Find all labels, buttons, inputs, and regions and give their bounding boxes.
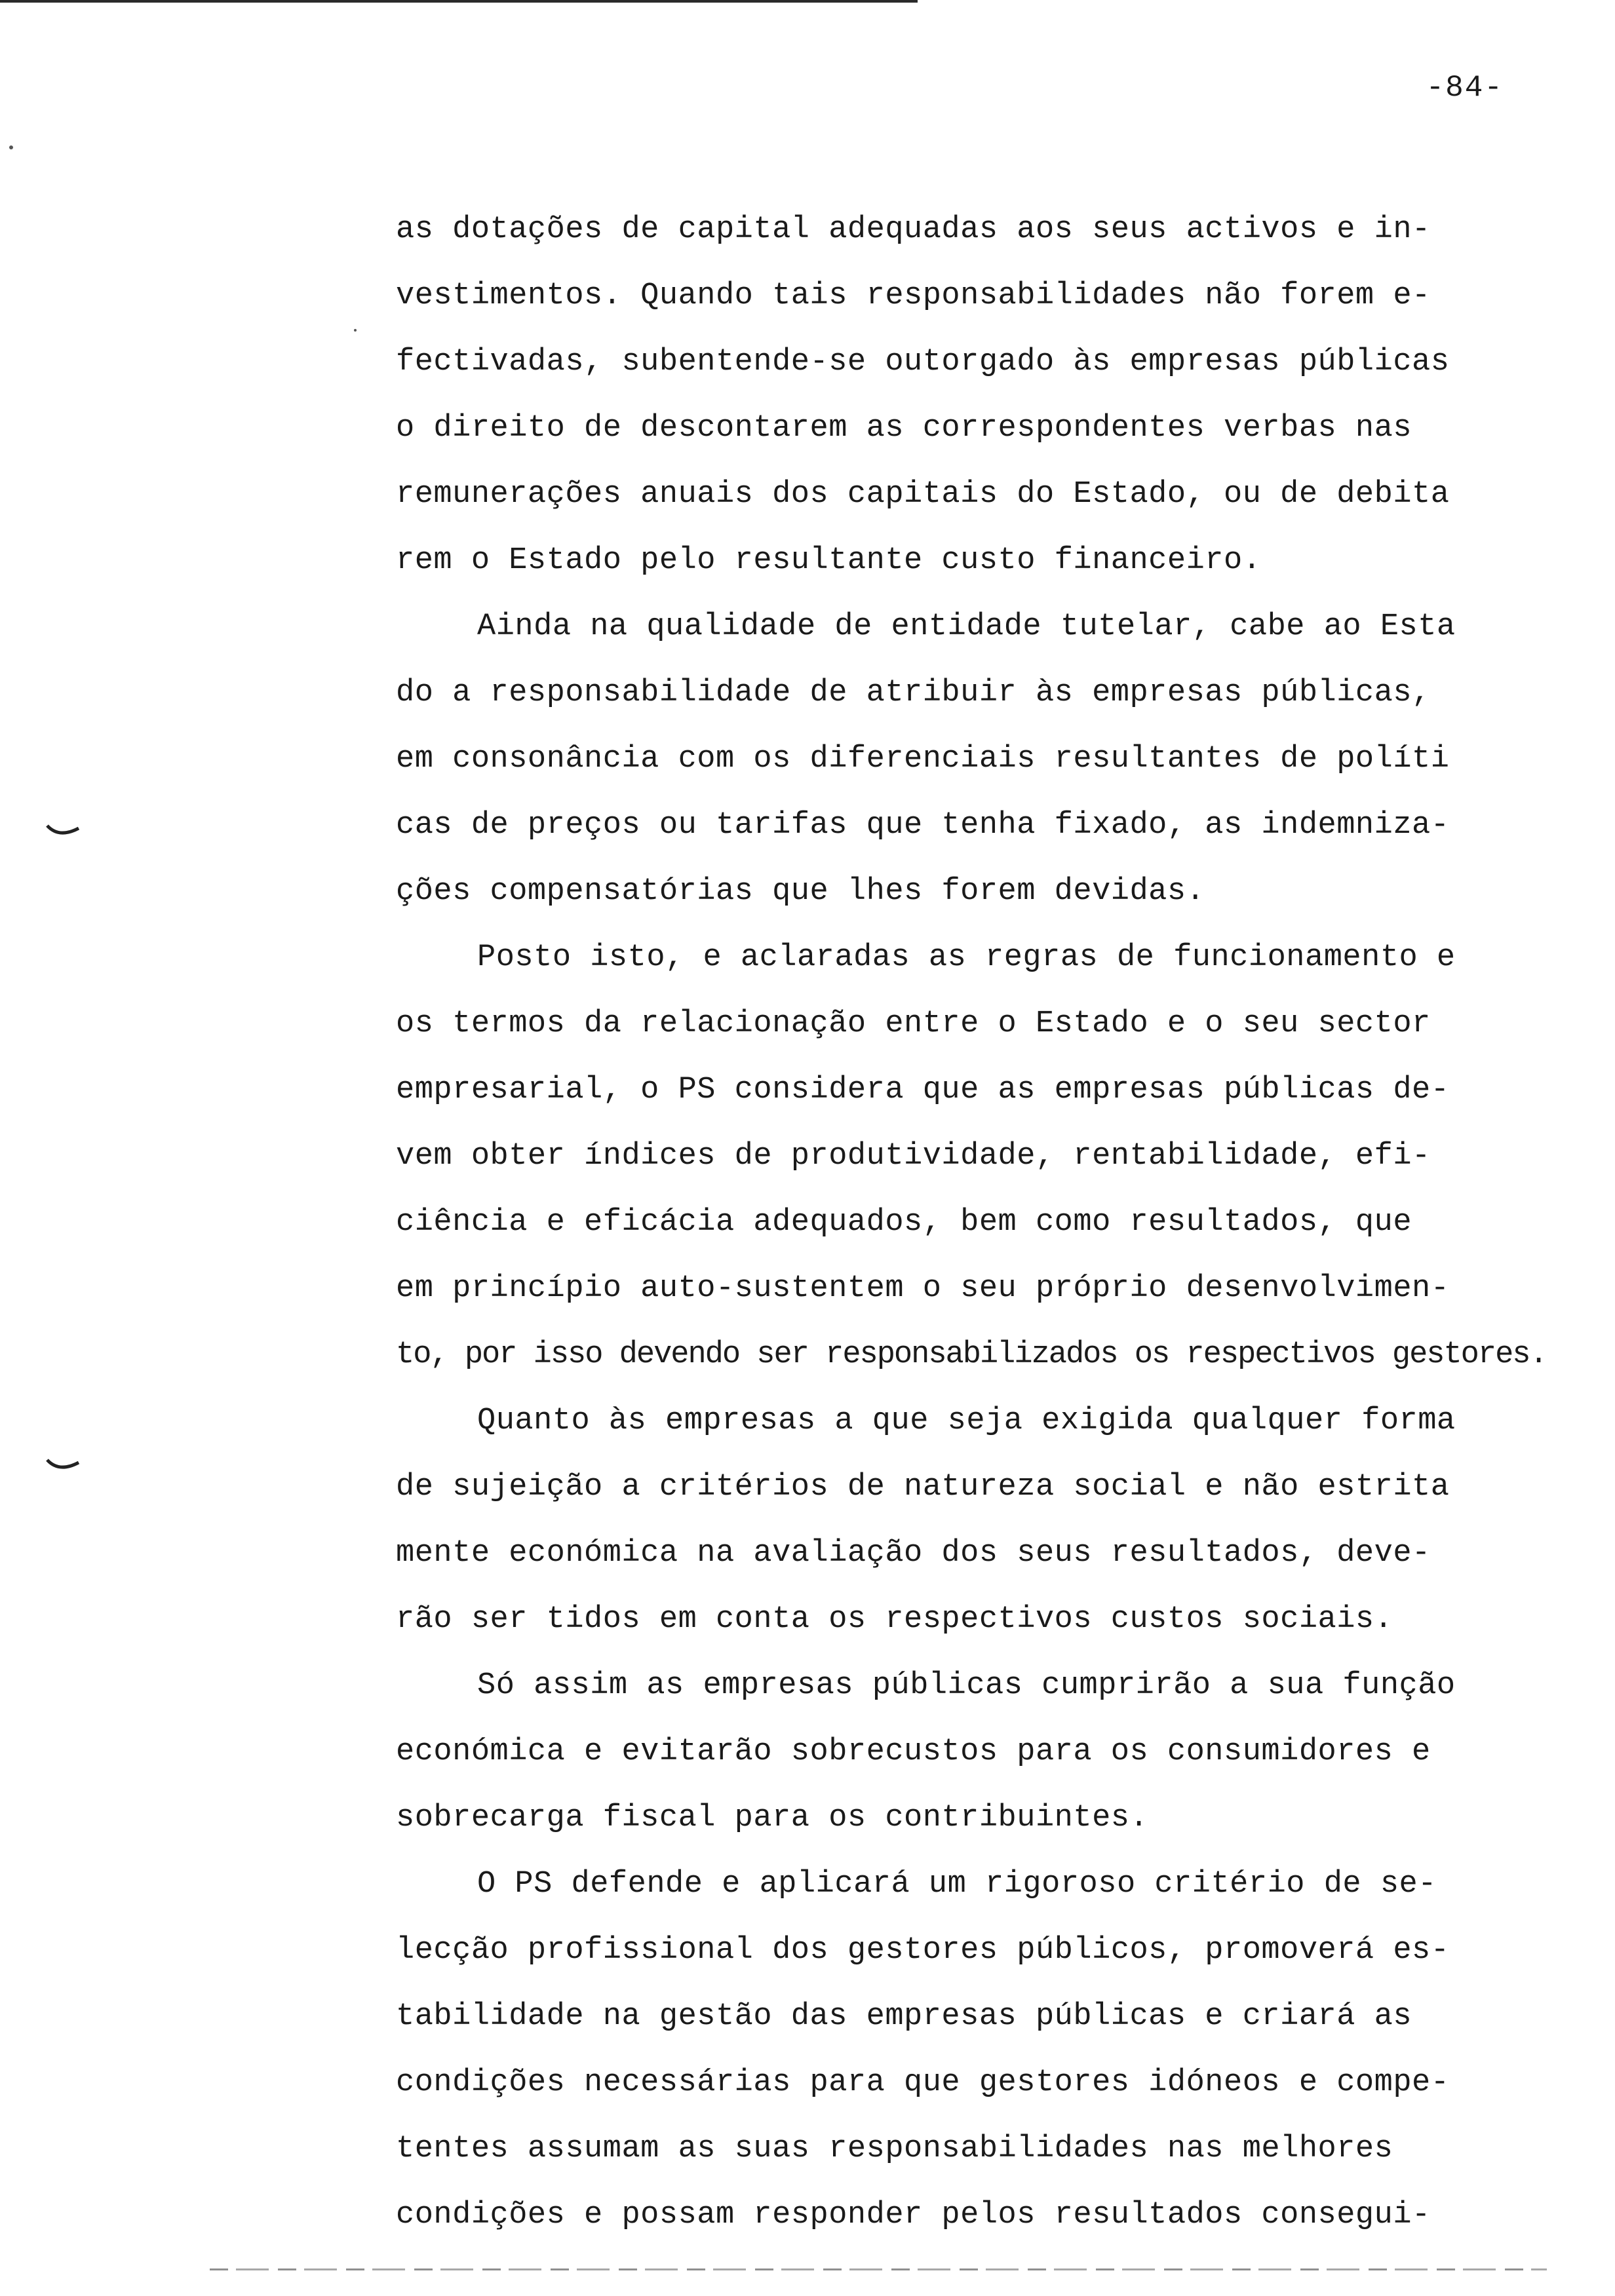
paragraph-start-line: Posto isto, e aclaradas as regras de funcionamento e	[477, 940, 1456, 975]
text-line: o direito de descontarem as correspondentes verbas nas	[396, 411, 1412, 446]
text-line: ções compensatórias que lhes forem devidas.	[396, 874, 1205, 909]
text-line: remunerações anuais dos capitais do Estado, ou de debita	[396, 477, 1450, 512]
text-line: vem obter índices de produtividade, rentabilidade, efi-	[396, 1139, 1431, 1174]
text-line: em consonância com os diferenciais resultantes de políti	[396, 742, 1450, 776]
text-line: em princípio auto-sustentem o seu próprio desenvolvimen-	[396, 1271, 1450, 1306]
text-line: vestimentos. Quando tais responsabilidades não forem e-	[396, 278, 1431, 313]
text-line: cas de preços ou tarifas que tenha fixado, as indemniza-	[396, 808, 1450, 843]
text-line: condições necessárias para que gestores idóneos e compe-	[396, 2065, 1450, 2100]
scan-speck	[9, 145, 13, 149]
text-line: rão ser tidos em conta os respectivos custos sociais.	[396, 1602, 1393, 1637]
paragraph-start-line: O PS defende e aplicará um rigoroso critério de se-	[477, 1867, 1437, 1902]
text-line: económica e evitarão sobrecustos para os consumidores e	[396, 1734, 1431, 1769]
text-line: empresarial, o PS considera que as empresas públicas de-	[396, 1073, 1450, 1107]
paragraph-start-line: Ainda na qualidade de entidade tutelar, cabe ao Esta	[477, 609, 1456, 644]
text-line: do a responsabilidade de atribuir às empresas públicas,	[396, 676, 1431, 710]
text-line: condições e possam responder pelos resultados consegui-	[396, 2198, 1431, 2232]
text-line: lecção profissional dos gestores públicos, promoverá es-	[396, 1933, 1450, 1968]
margin-tick-mark	[45, 1456, 84, 1476]
margin-tick-mark	[45, 822, 84, 841]
scan-speck	[354, 329, 357, 332]
text-line: to, por isso devendo ser responsabilizados os respectivos gestores.	[396, 1337, 1547, 1372]
text-line: rem o Estado pelo resultante custo financeiro.	[396, 543, 1262, 578]
text-line: os termos da relacionação entre o Estado e o seu sector	[396, 1006, 1431, 1041]
page-number: -84-	[1426, 71, 1504, 105]
text-line: tabilidade na gestão das empresas públicas e criará as	[396, 1999, 1412, 2034]
text-line: de sujeição a critérios de natureza social e não estrita	[396, 1470, 1450, 1504]
text-line: sobrecarga fiscal para os contribuintes.	[396, 1801, 1149, 1835]
text-line: ciência e eficácia adequados, bem como resultados, que	[396, 1205, 1412, 1240]
text-line: mente económica na avaliação dos seus resultados, deve-	[396, 1536, 1431, 1571]
top-rule	[0, 0, 918, 3]
paragraph-start-line: Quanto às empresas a que seja exigida qualquer forma	[477, 1404, 1456, 1438]
paragraph-start-line: Só assim as empresas públicas cumprirão a sua função	[477, 1668, 1456, 1703]
body-text	[396, 197, 1547, 2248]
text-line: fectivadas, subentende-se outorgado às empresas públicas	[396, 345, 1450, 379]
text-line: tentes assumam as suas responsabilidades nas melhores	[396, 2132, 1393, 2166]
text-line: as dotações de capital adequadas aos seus activos e in-	[396, 212, 1431, 247]
bottom-scan-rule	[210, 2268, 1547, 2270]
